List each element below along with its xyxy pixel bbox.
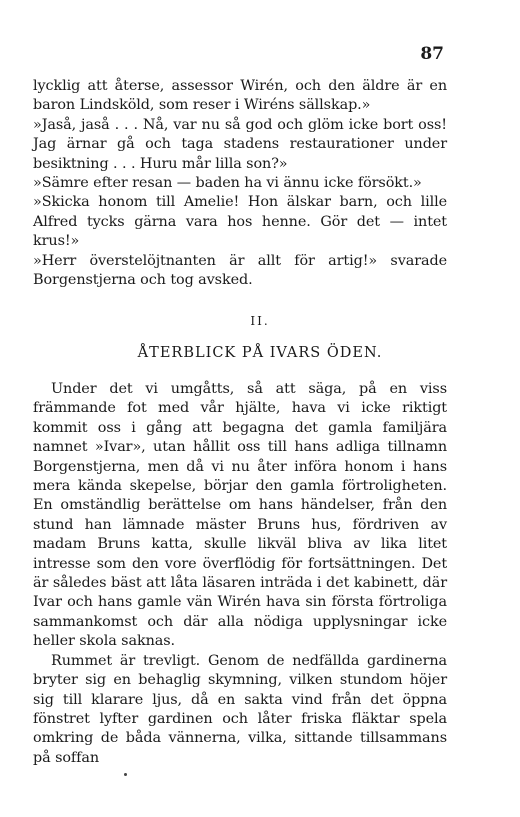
paragraph-body: Under det vi umgåtts, så att säga, på en viss främmande fot med vår hjälte, hava vi icke riktigt kommit oss i gång att begagna det gamla familjära namnet »Ivar», utan hållit oss till hans adliga tillnamn Borgenstjerna, men då vi nu åter införa honom i hans mera kända skepelse, börjar den gamla förtroligheten. En omständlig berättelse om hans händelser, från den stund han lämnade mäster Bruns hus, fördriven av madam Bruns katta, skulle likväl bliva av lika litet intresse som den vore överflödig för fortsättningen. Det är således bäst att låta läsaren inträda i det kabinett, där Ivar och hans gamle vän Wirén hava sin första förtroliga sammankomst och där alla nödiga upplysningar icke heller skola saknas. [33,381,447,650]
paragraph-dialogue: »Sämre efter resan — baden ha vi ännu icke försökt.» [33,175,422,192]
top-text-block [33,77,447,290]
paragraph-dialogue: »Herr överstelöjtnanten är allt för artig!» svarade Borgenstjerna och tog avsked. [33,252,447,289]
paragraph-dialogue: »Jaså, jaså . . . Nå, var nu så god och glöm icke bort oss! Jag ärnar gå och taga stadens restaurationer under besiktning . . . Huru mår lilla son?» [33,116,447,172]
print-speck [124,773,127,776]
page-number: 87 [420,44,444,64]
paragraph-dialogue: »Skicka honom till Amelie! Hon älskar barn, och lille Alfred tycks gärna vara hos henne. Gör det — intet krus!» [33,194,447,250]
chapter-number: II. [250,314,270,328]
paragraph-body: Rummet är trevligt. Genom de nedfällda gardinerna bryter sig en behaglig skymning, vilken stundom höjer sig till klarare ljus, då en sakta vind från det öppna fönstret lyfter gardinen och låter friska fläktar spela omkring de båda vännerna, vilka, sittande tillsammans på soffan [33,652,447,766]
chapter-title: ÅTERBLICK PÅ IVARS ÖDEN. [137,345,383,361]
paragraph-continuation: lycklig att återse, assessor Wirén, och den äldre är en baron Lindsköld, som reser i Wiréns sällskap.» [33,78,447,114]
bottom-text-block [33,380,447,768]
